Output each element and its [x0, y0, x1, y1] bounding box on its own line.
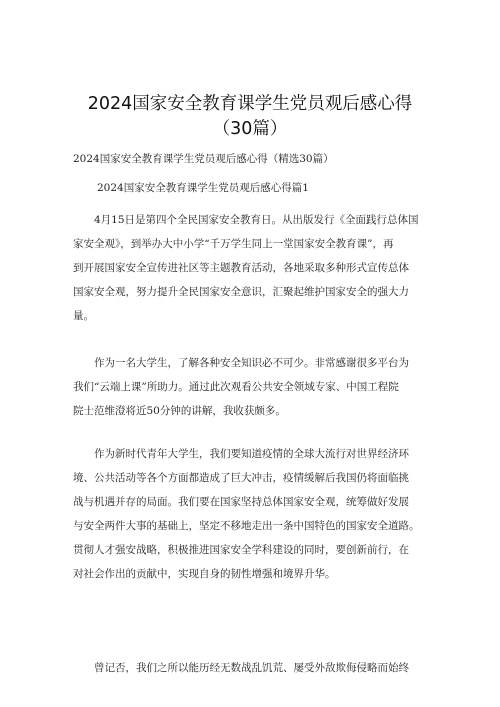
- paragraph-line: 国家安全观，努力提升全民国家安全意识，汇聚起维护国家安全的强大力: [73, 286, 409, 298]
- paragraph-line: 与安全两件大事的基础上，坚定不移地走出一条中国特色的国家安全道路。: [73, 520, 420, 532]
- paragraph-line: 境、公共活动等各个方面都造成了巨大冲击，疫情缓解后我国仍将面临挑: [73, 472, 409, 484]
- paragraph-line: 作为新时代青年大学生，我们要知道疫情的全球大流行对世界经济环: [94, 448, 409, 460]
- paragraph-1: [73, 208, 445, 328]
- title-line-2: （30篇）: [212, 119, 288, 139]
- paragraph-line: 到开展国家安全宣传进社区等主题教育活动，各地采取多种形式宣传总体: [73, 262, 409, 274]
- paragraph-line: 战与机遇并存的局面。我们要在国家坚持总体国家安全观，统筹做好发展: [73, 496, 409, 508]
- paragraph-line: 贯彻人才强安战略，积极推进国家安全学科建设的同时，要创新前行，在: [73, 544, 409, 556]
- paragraph-line: 我们“云端上课”所助力。通过此次观看公共安全领域专家、中国工程院: [73, 381, 399, 393]
- paragraph-2: [73, 351, 445, 423]
- paragraph-line: 量。: [73, 310, 94, 322]
- paragraph-line: 家安全观》，到举办大中小学“千万学生同上一堂国家安全教育课”，再: [73, 238, 394, 250]
- paragraph-line: 对社会作出的贡献中，实现自身的韧性增强和境界升华。: [73, 568, 336, 580]
- paragraph-line: 4月15日是第四个全民国家安全教育日。从出版发行《全面践行总体国: [94, 214, 419, 226]
- document-title: [60, 92, 440, 142]
- paragraph-4: [73, 656, 445, 680]
- document-subtitle: 2024国家安全教育课学生党员观后感心得（精选30篇）: [73, 153, 334, 165]
- paragraph-3: [73, 442, 445, 586]
- paragraph-line: 曾记否，我们之所以能历经无数战乱饥荒、屡受外敌欺侮侵略而始终: [94, 662, 409, 674]
- title-line-1: 2024国家安全教育课学生党员观后感心得: [87, 94, 413, 114]
- section-heading: 2024国家安全教育课学生党员观后感心得篇1: [97, 182, 309, 194]
- paragraph-line: 作为一名大学生，了解各种安全知识必不可少。非常感谢很多平台为: [94, 357, 409, 369]
- paragraph-line: 院士范维澄将近50分钟的讲解，我收获颇多。: [73, 405, 286, 417]
